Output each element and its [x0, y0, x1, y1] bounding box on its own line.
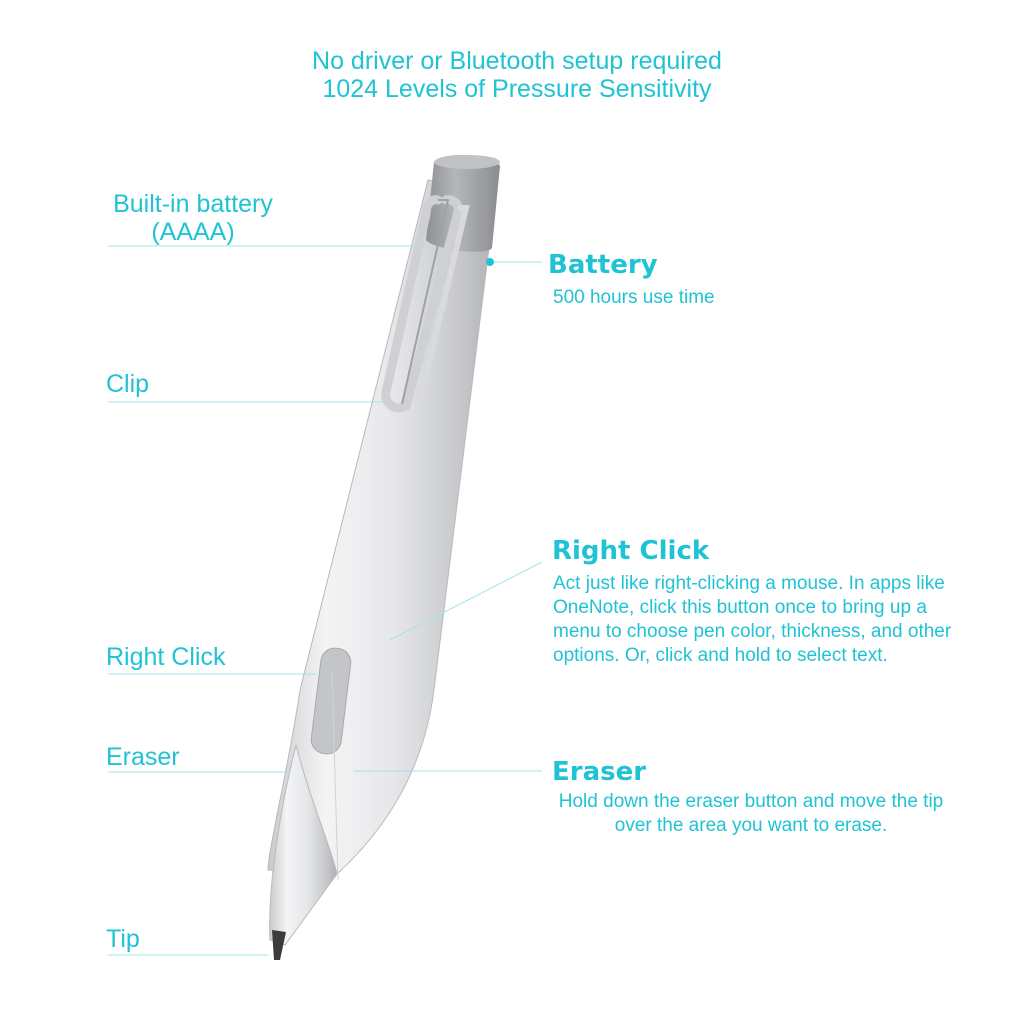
- header-line-2: 1024 Levels of Pressure Sensitivity: [322, 75, 712, 103]
- label-built-in-battery: [106, 190, 280, 246]
- battery-marker: [486, 258, 494, 266]
- label-clip: Clip: [106, 370, 150, 398]
- stylus-pen-icon: [268, 155, 500, 960]
- callout-right-click-desc: Act just like right-clicking a mouse. In apps like OneNote, click this button once to bring up a menu to choose pen color, thickness, and other options. Or, click and hold to select text.: [553, 573, 952, 666]
- label-battery-line-2: (AAAA): [151, 218, 235, 246]
- callout-eraser-desc: Hold down the eraser button and move the tip over the area you want to erase.: [558, 791, 944, 836]
- label-tip: Tip: [106, 925, 140, 953]
- label-eraser: Eraser: [106, 743, 180, 771]
- label-right-click: Right Click: [106, 643, 226, 671]
- callout-right-click-title: Right Click: [552, 536, 710, 566]
- callout-battery-title: Battery: [548, 250, 658, 280]
- callout-eraser-title: Eraser: [552, 757, 647, 787]
- callout-battery-desc: 500 hours use time: [553, 287, 715, 308]
- label-battery-line-1: Built-in battery: [113, 190, 273, 218]
- header-line-1: No driver or Bluetooth setup required: [312, 47, 722, 75]
